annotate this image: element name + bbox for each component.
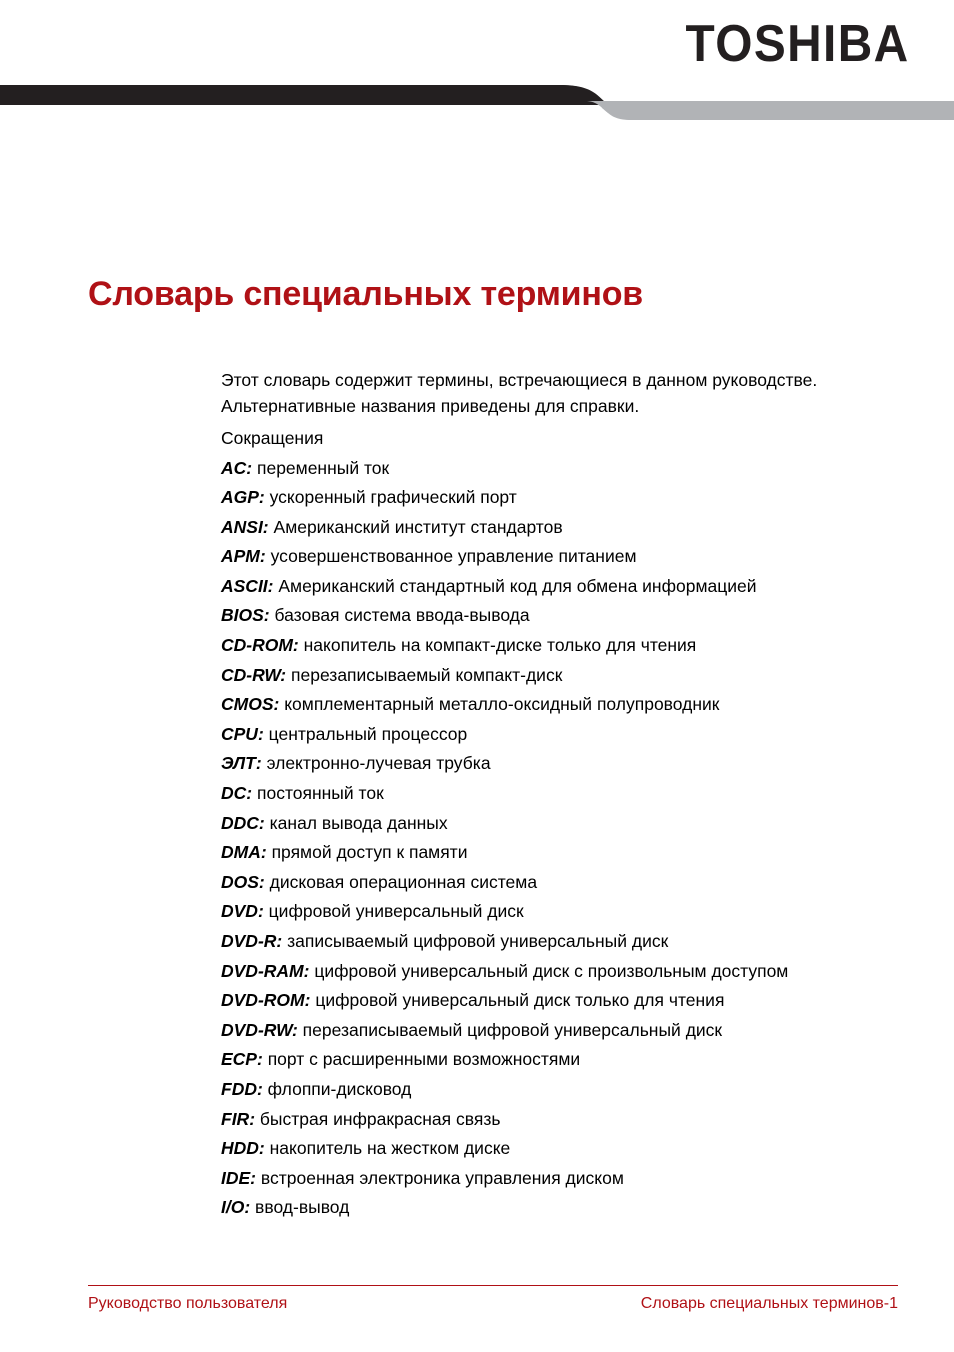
glossary-definition: канал вывода данных <box>269 812 448 833</box>
glossary-term: I/O: <box>221 1197 251 1218</box>
glossary-definition: ввод-вывод <box>255 1197 350 1218</box>
glossary-entry <box>221 1164 893 1194</box>
glossary-entry <box>221 986 893 1016</box>
glossary-definition: цифровой универсальный диск <box>268 901 524 922</box>
glossary-definition: накопитель на компакт-диске только для чтения <box>303 635 697 656</box>
glossary-term: DVD-RW: <box>221 1019 298 1040</box>
glossary-entry <box>221 927 893 957</box>
glossary-definition: накопитель на жестком диске <box>269 1138 511 1159</box>
glossary-entry <box>221 897 893 927</box>
glossary-entry <box>221 454 893 484</box>
glossary-entry <box>221 779 893 809</box>
glossary-term: CD-ROM: <box>221 635 299 656</box>
glossary-entry <box>221 572 893 602</box>
glossary-term: FIR: <box>221 1108 256 1129</box>
glossary-term: DVD-RAM: <box>221 960 310 981</box>
glossary-term: FDD: <box>221 1078 263 1099</box>
glossary-term: ЭЛТ: <box>221 753 262 774</box>
glossary-term: DVD-ROM: <box>221 990 311 1011</box>
toshiba-logo: TOSHIBA <box>685 15 910 73</box>
header-gray-bar-fill <box>600 101 954 120</box>
glossary-term: DOS: <box>221 871 265 892</box>
glossary-entry <box>221 1075 893 1105</box>
glossary-entry <box>221 838 893 868</box>
glossary-definition: комплементарный металло-оксидный полупроводник <box>284 694 720 715</box>
glossary-term: DC: <box>221 783 253 804</box>
glossary-term: CD-RW: <box>221 664 287 685</box>
glossary-definition: ускоренный графический порт <box>269 487 517 508</box>
glossary-definition: встроенная электроника управления диском <box>260 1167 624 1188</box>
glossary-definition: Американский стандартный код для обмена информацией <box>278 575 757 596</box>
glossary-term: ECP: <box>221 1049 263 1070</box>
glossary-definition: базовая система ввода-вывода <box>274 605 530 626</box>
glossary-entry <box>221 1134 893 1164</box>
glossary-definition: перезаписываемый компакт-диск <box>291 664 563 685</box>
glossary-term: BIOS: <box>221 605 270 626</box>
glossary-definition: флоппи-дисковод <box>267 1078 412 1099</box>
glossary-entry <box>221 957 893 987</box>
page-footer <box>88 1285 898 1313</box>
glossary-term: DDC: <box>221 812 265 833</box>
glossary-term: DMA: <box>221 842 267 863</box>
glossary-entry <box>221 1045 893 1075</box>
glossary-definition: центральный процессор <box>268 723 468 744</box>
glossary-entry <box>221 690 893 720</box>
header-dark-bar-fill <box>0 85 604 105</box>
glossary-term: ANSI: <box>221 516 269 537</box>
glossary-definition: постоянный ток <box>256 783 384 804</box>
glossary-entry <box>221 868 893 898</box>
glossary-entry <box>221 513 893 543</box>
glossary-definition: усовершенствованное управление питанием <box>270 546 637 567</box>
footer-page-label: Словарь специальных терминов-1 <box>640 1295 898 1312</box>
header-divider-graphic <box>0 82 954 130</box>
glossary-entry <box>221 1016 893 1046</box>
glossary-entry <box>221 809 893 839</box>
glossary-entry <box>221 631 893 661</box>
glossary-entry <box>221 749 893 779</box>
glossary-term: DVD-R: <box>221 931 283 951</box>
page-header <box>0 0 954 130</box>
glossary-term: AC: <box>221 457 253 478</box>
footer-manual-label: Руководство пользователя <box>88 1295 288 1312</box>
glossary-entry <box>221 1193 893 1223</box>
glossary-term: HDD: <box>221 1138 265 1159</box>
glossary-definition: переменный ток <box>256 457 390 478</box>
glossary-entry <box>221 661 893 691</box>
glossary-entry <box>221 1105 893 1135</box>
glossary-entry <box>221 542 893 572</box>
glossary-content <box>221 368 893 1223</box>
glossary-definition: дисковая операционная система <box>269 871 538 892</box>
glossary-definition: перезаписываемый цифровой универсальный диск <box>302 1019 723 1040</box>
glossary-term: AGP: <box>221 487 265 508</box>
glossary-entry <box>221 483 893 513</box>
glossary-term: DVD: <box>221 901 264 922</box>
glossary-definition: цифровой универсальный диск с произвольным доступом <box>314 960 789 981</box>
glossary-definition: цифровой универсальный диск только для чтения <box>315 990 725 1011</box>
glossary-entry <box>221 720 893 750</box>
page-title: Словарь специальных терминов <box>88 274 643 313</box>
glossary-term: CPU: <box>221 723 264 744</box>
glossary-definition: электронно-лучевая трубка <box>266 753 491 774</box>
glossary-definition: порт с расширенными возможностями <box>267 1049 581 1070</box>
section-label-abbreviations: Сокращения <box>221 428 324 448</box>
glossary-term: APM: <box>221 546 266 567</box>
glossary-definition: прямой доступ к памяти <box>271 842 468 863</box>
glossary-entry <box>221 601 893 631</box>
footer-row <box>88 1295 898 1313</box>
glossary-definition: записываемый цифровой универсальный диск <box>287 931 669 951</box>
glossary-definition: быстрая инфракрасная связь <box>259 1108 501 1129</box>
glossary-list <box>221 454 893 1223</box>
glossary-definition: Американский институт стандартов <box>273 516 563 537</box>
intro-paragraph: Этот словарь содержит термины, встречающиеся в данном руководстве. Альтернативные названия приведены для справки. <box>221 370 818 416</box>
glossary-term: IDE: <box>221 1167 256 1188</box>
glossary-term: ASCII: <box>221 575 274 596</box>
footer-divider <box>88 1285 898 1286</box>
glossary-term: CMOS: <box>221 694 280 715</box>
